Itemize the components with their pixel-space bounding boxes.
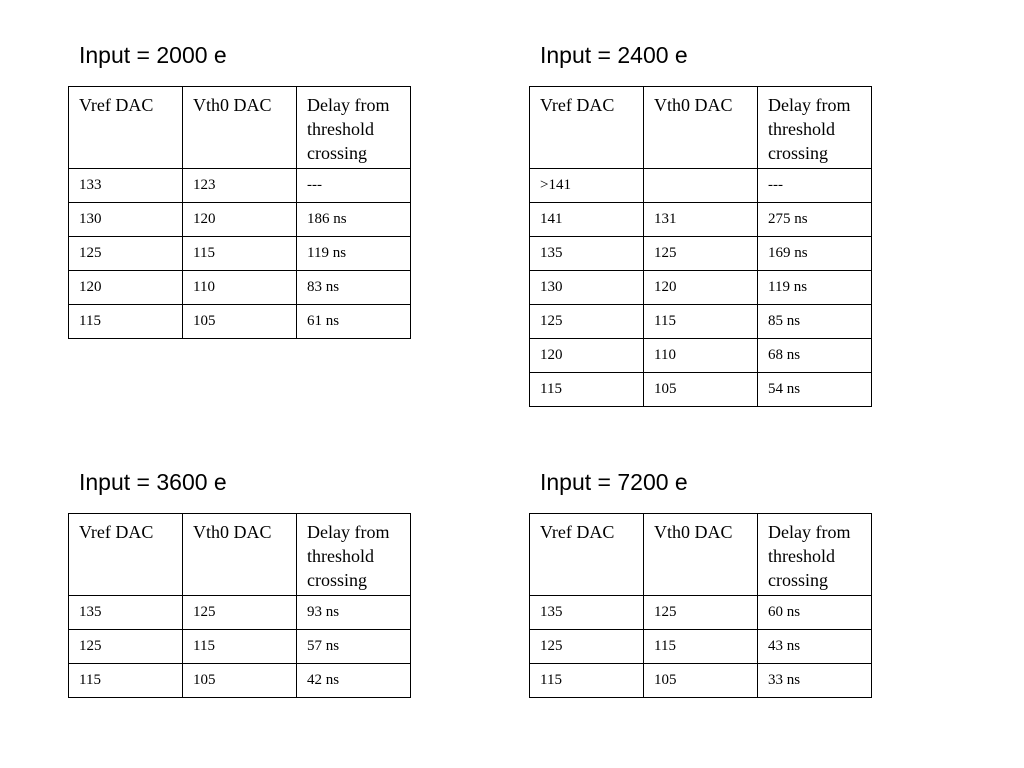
header-row [530,87,872,169]
table-row [69,305,411,339]
vth0-dac-cell: 131 [644,203,758,237]
delay-table [529,513,872,698]
header-vref-dac: Vref DAC [530,87,644,169]
header-delay: Delay from threshold crossing [297,87,411,169]
delay-cell: 33 ns [758,664,872,698]
vth0-dac-cell: 120 [183,203,297,237]
table-row [530,596,872,630]
vref-dac-cell: 115 [69,305,183,339]
vref-dac-cell: 135 [69,596,183,630]
vth0-dac-cell: 105 [644,664,758,698]
vth0-dac-cell: 110 [644,339,758,373]
header-vref-dac: Vref DAC [530,514,644,596]
delay-table [529,86,872,407]
table-row [69,169,411,203]
delay-cell: --- [297,169,411,203]
vref-dac-cell: 115 [530,664,644,698]
vth0-dac-cell: 115 [644,305,758,339]
header-row [530,514,872,596]
vth0-dac-cell: 115 [183,237,297,271]
table-title: Input = 2000 e [79,42,227,68]
delay-cell: 60 ns [758,596,872,630]
vth0-dac-cell: 125 [644,596,758,630]
delay-cell: 54 ns [758,373,872,407]
table-row [69,664,411,698]
vref-dac-cell: 120 [530,339,644,373]
header-vref-dac: Vref DAC [69,87,183,169]
vth0-dac-cell: 105 [644,373,758,407]
delay-cell: 42 ns [297,664,411,698]
vth0-dac-cell: 125 [644,237,758,271]
vref-dac-cell: 125 [69,237,183,271]
table-row [530,630,872,664]
vref-dac-cell: 135 [530,596,644,630]
delay-cell: 61 ns [297,305,411,339]
delay-table [68,86,411,339]
header-delay: Delay from threshold crossing [758,87,872,169]
delay-cell: 169 ns [758,237,872,271]
header-vth0-dac: Vth0 DAC [183,87,297,169]
delay-cell: 275 ns [758,203,872,237]
vref-dac-cell: 115 [69,664,183,698]
delay-cell: 186 ns [297,203,411,237]
vref-dac-cell: >141 [530,169,644,203]
table-row [69,271,411,305]
delay-cell: 43 ns [758,630,872,664]
vth0-dac-cell: 125 [183,596,297,630]
delay-cell: 119 ns [758,271,872,305]
table-row [530,237,872,271]
vref-dac-cell: 130 [530,271,644,305]
delay-cell: 119 ns [297,237,411,271]
table-title: Input = 2400 e [540,42,688,68]
header-vth0-dac: Vth0 DAC [644,514,758,596]
vref-dac-cell: 141 [530,203,644,237]
table-row [530,373,872,407]
delay-cell: 93 ns [297,596,411,630]
table-row [530,339,872,373]
vth0-dac-cell: 115 [644,630,758,664]
table-row [530,664,872,698]
table-block-input-2400 [529,40,872,407]
vth0-dac-cell [644,169,758,203]
vref-dac-cell: 125 [530,630,644,664]
vref-dac-cell: 135 [530,237,644,271]
header-vth0-dac: Vth0 DAC [644,87,758,169]
table-row [530,203,872,237]
table-row [69,203,411,237]
vth0-dac-cell: 105 [183,305,297,339]
header-vref-dac: Vref DAC [69,514,183,596]
vref-dac-cell: 133 [69,169,183,203]
table-title: Input = 7200 e [540,469,688,495]
table-row [530,169,872,203]
vref-dac-cell: 125 [69,630,183,664]
delay-cell: 68 ns [758,339,872,373]
vth0-dac-cell: 105 [183,664,297,698]
header-row [69,514,411,596]
header-row [69,87,411,169]
vref-dac-cell: 120 [69,271,183,305]
table-title: Input = 3600 e [79,469,227,495]
header-delay: Delay from threshold crossing [297,514,411,596]
vth0-dac-cell: 123 [183,169,297,203]
vth0-dac-cell: 115 [183,630,297,664]
delay-table [68,513,411,698]
vref-dac-cell: 125 [530,305,644,339]
vref-dac-cell: 115 [530,373,644,407]
header-delay: Delay from threshold crossing [758,514,872,596]
delay-cell: 83 ns [297,271,411,305]
table-block-input-7200 [529,467,872,698]
table-row [530,305,872,339]
table-block-input-3600 [68,467,411,698]
vth0-dac-cell: 110 [183,271,297,305]
header-vth0-dac: Vth0 DAC [183,514,297,596]
table-row [69,596,411,630]
delay-cell: 85 ns [758,305,872,339]
vth0-dac-cell: 120 [644,271,758,305]
table-row [69,630,411,664]
table-row [69,237,411,271]
delay-cell: --- [758,169,872,203]
table-row [530,271,872,305]
vref-dac-cell: 130 [69,203,183,237]
table-block-input-2000 [68,40,411,339]
delay-cell: 57 ns [297,630,411,664]
